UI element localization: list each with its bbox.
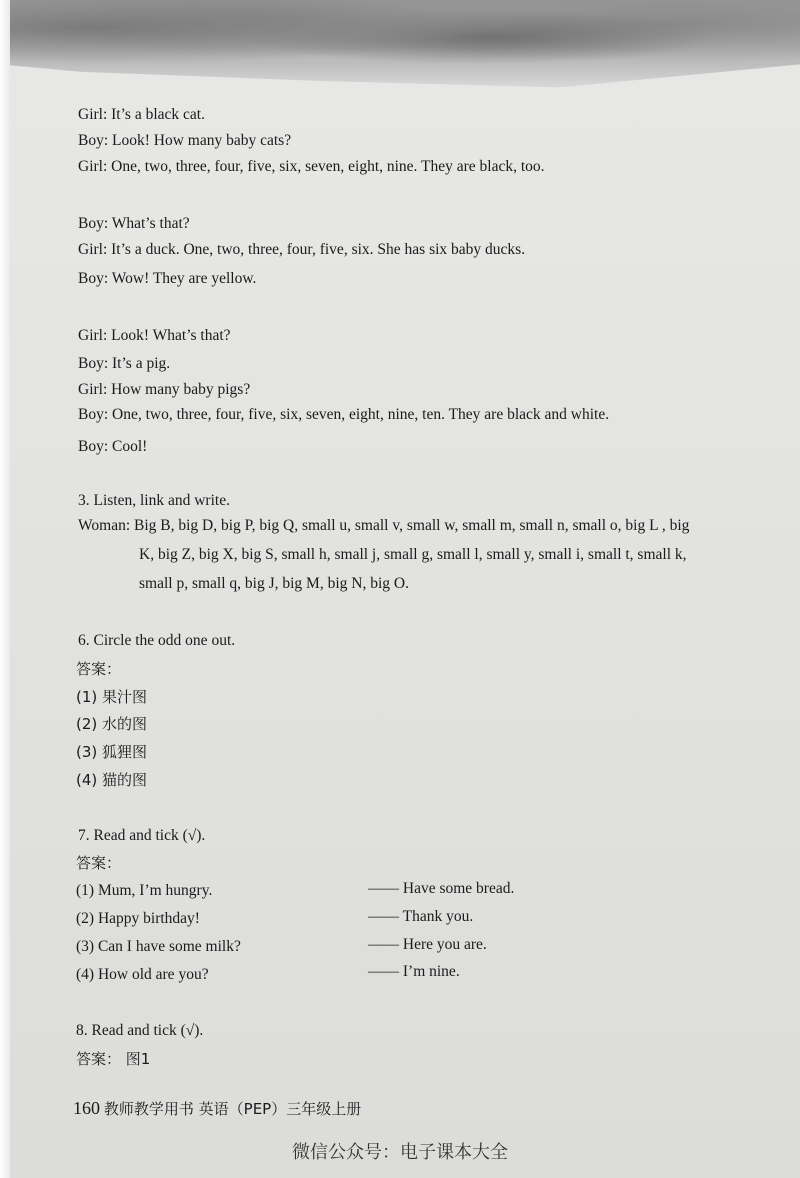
answer-label: 答案： xyxy=(76,660,122,678)
question-text: (1) Mum, I’m hungry. xyxy=(76,882,213,899)
dialogue-line: Boy: It’s a pig. xyxy=(78,355,171,372)
dialogue-line: Girl: It’s a duck. One, two, three, four, five, six. She has six baby ducks. xyxy=(78,241,526,258)
page-number: 160 xyxy=(73,1098,100,1118)
answer-item: (3) 狐狸图 xyxy=(76,743,148,761)
section-title: 8. Read and tick (√). xyxy=(76,1022,204,1039)
page-edge-shadow xyxy=(0,0,10,1178)
response-text: —— Have some bread. xyxy=(368,880,515,897)
dialogue-line: Girl: One, two, three, four, five, six, seven, eight, nine. They are black, too. xyxy=(78,158,545,175)
dialogue-line: Girl: It’s a black cat. xyxy=(78,106,205,123)
page-footer xyxy=(73,1098,361,1120)
dialogue-line: Girl: How many baby pigs? xyxy=(78,381,251,398)
transcript-line: K, big Z, big X, big S, small h, small j, small g, small l, small y, small i, small t, small k, xyxy=(139,546,687,563)
dialogue-line: Boy: What’s that? xyxy=(78,215,190,232)
section-title: 3. Listen, link and write. xyxy=(78,492,230,509)
response-text: —— Here you are. xyxy=(368,936,487,953)
answer-text: 答案： 图1 xyxy=(76,1050,151,1068)
response-text: —— I’m nine. xyxy=(368,963,460,980)
question-text: (4) How old are you? xyxy=(76,966,209,983)
dialogue-line: Boy: One, two, three, four, five, six, seven, eight, nine, ten. They are black and white. xyxy=(78,406,610,423)
book-title: 教师教学用书 英语（PEP）三年级上册 xyxy=(103,1100,362,1118)
question-text: (3) Can I have some milk? xyxy=(76,938,241,955)
dialogue-line: Boy: Wow! They are yellow. xyxy=(78,270,257,287)
answer-label: 答案： xyxy=(76,854,122,872)
transcript-line: Woman: Big B, big D, big P, big Q, small u, small v, small w, small m, small n, small o, big L , big xyxy=(78,517,690,534)
answer-item: (1) 果汁图 xyxy=(76,688,148,706)
answer-item: (4) 猫的图 xyxy=(76,771,148,789)
dialogue-line: Boy: Look! How many baby cats? xyxy=(78,132,292,149)
section-title: 6. Circle the odd one out. xyxy=(78,632,236,649)
question-text: (2) Happy birthday! xyxy=(76,910,200,927)
dialogue-line: Boy: Cool! xyxy=(78,438,148,455)
section-title: 7. Read and tick (√). xyxy=(78,827,206,844)
dialogue-line: Girl: Look! What’s that? xyxy=(78,327,231,344)
response-text: —— Thank you. xyxy=(368,908,474,925)
watermark-text: 微信公众号：电子课本大全 xyxy=(292,1142,508,1163)
transcript-line: small p, small q, big J, big M, big N, big O. xyxy=(139,575,409,592)
answer-item: (2) 水的图 xyxy=(76,715,148,733)
decorative-header-image xyxy=(0,0,800,92)
